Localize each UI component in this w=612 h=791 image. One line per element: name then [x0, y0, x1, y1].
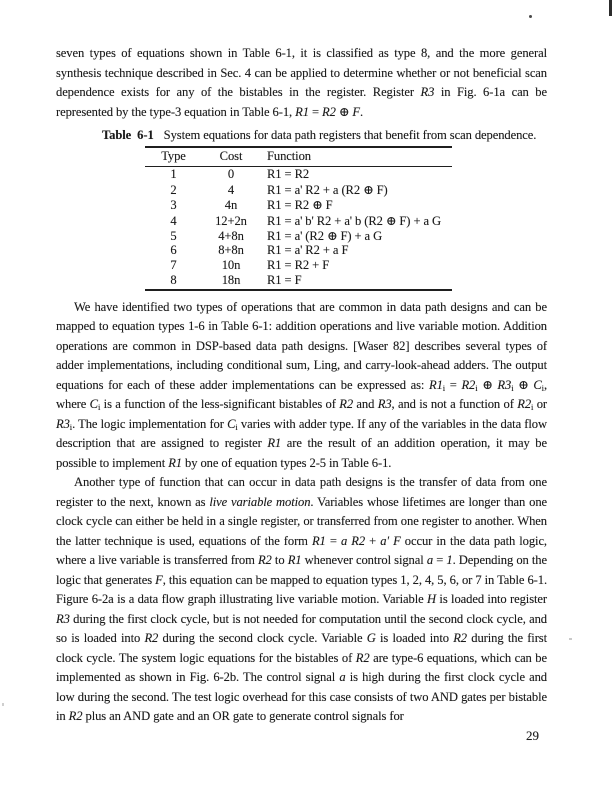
scan-artifact-dot [529, 15, 532, 18]
table-cell-func: R1 = a' (R2 ⊕ F) + a G [267, 228, 383, 243]
table-cell-type: 6 [170, 242, 177, 257]
page-number: 29 [526, 728, 539, 743]
table-cell-func: R1 = a' R2 + a F [267, 242, 349, 257]
table-cell-cost: 12+2n [215, 213, 247, 228]
table-cell-func: R1 = a' R2 + a (R2 ⊕ F) [267, 183, 388, 198]
scan-artifact-speck [2, 703, 4, 706]
table-row [145, 258, 452, 273]
table-cell-type: 1 [170, 167, 177, 181]
table-cell-type: 7 [170, 258, 177, 273]
column-header-type: Type [161, 149, 186, 163]
table-body [145, 167, 452, 289]
table-row [145, 167, 452, 182]
table-row [145, 228, 452, 243]
text-column [56, 44, 547, 727]
table-row [145, 273, 452, 288]
table-cell-func: R1 = R2 + F [267, 258, 330, 273]
table-cell-func: R1 = F [267, 273, 302, 288]
paragraph-adder-operations: We have identified two types of operations that are common in data path designs and can be mapped to equation types 1-6 in Table 6-1: addition operations and live variable motion. Addition operations are common in DSP-based data path designs. [Waser 82] describes several types of adder implementations, including conditional sum, Ling, and carry-look-ahead adders. The output equations for each of these adder implementations can be expressed as: $R1_i = R2_i$ ⊕ $R3_i$ ⊕ $C_i$, where $C_i$ is a function of the less-significant bistables of R2 and R3, and is not a function of $R2_i$ or $R3_i$. The logic implementation for $C_i$ varies with adder type. If any of the variables in the data flow description that are assigned to register R1 are the result of an addition operation, it may be possible to implement R1 by one of equation types 2-5 in Table 6-1. [56, 299, 548, 470]
table-cell-type: 5 [170, 228, 177, 243]
table-caption-label: Table 6-1 [102, 128, 154, 142]
table-caption [56, 128, 547, 143]
table-cell-cost: 0 [227, 167, 235, 181]
table-cell-func: R1 = a' b' R2 + a' b (R2 ⊕ F) + a G [267, 213, 442, 228]
table-cell-cost: 4 [227, 183, 235, 198]
table-cell-type: 3 [170, 198, 177, 213]
table-cell-cost: 18n [221, 273, 241, 288]
paragraph-live-variable-motion: Another type of function that can occur in data path designs is the transfer of data from one register to the next, known as live variable motion. Variables whose lifetimes are longer than one clock cycle can either be held in a single register, or transferred from one register to another. When the latter technique is used, equations of the form R1 = a R2 + a' F occur in the data path logic, where a live variable is transferred from R2 to R1 whenever control signal a = 1. Depending on the logic that generates F, this equation can be mapped to equation types 1, 2, 4, 5, 6, or 7 in Table 6-1. Figure 6-2a is a data flow graph illustrating live variable motion. Variable H is loaded into register R3 during the first clock cycle, but is not needed for computation until the second clock cycle, and so is loaded into R2 during the second clock cycle. Variable G is loaded into R2 during the first clock cycle. The system logic equations for the bistables of R2 are type-6 equations, which can be implemented as shown in Fig. 6-2b. The control signal a is high during the first clock cycle and low during the second. The test logic overhead for this case consists of two AND gates per bistable in R2 plus an AND gate and an OR gate to generate control signals for [56, 475, 548, 723]
table-header-row [145, 148, 452, 167]
table-cell-cost: 8+8n [218, 242, 244, 257]
table-6-1-block [56, 128, 547, 291]
table-row [145, 213, 452, 228]
table-cell-func: R1 = R2 [267, 167, 310, 181]
column-header-function: Function [267, 149, 311, 163]
table-caption-text: System equations for data path registers that benefit from scan dependence. [163, 128, 537, 142]
table-cell-type: 4 [170, 213, 177, 228]
system-equations-table [145, 146, 452, 291]
table-cell-type: 8 [170, 273, 177, 288]
table-cell-cost: 4n [224, 198, 238, 213]
column-header-cost: Cost [219, 149, 243, 163]
scan-artifact-speck [569, 638, 572, 640]
table-cell-func: R1 = R2 ⊕ F [267, 198, 333, 213]
paragraph-scan-dependence: seven types of equations shown in Table 6-1, it is classified as type 8, and the more general synthesis technique described in Sec. 4 can be applied to determine whether or not beneficial scan dependence exists for any of the bistables in the register. Register R3 in Fig. 6-1a can be represented by the type-3 equation in Table 6-1, R1 = R2 ⊕ F. [56, 46, 547, 119]
table-row [145, 197, 452, 212]
table-cell-type: 2 [170, 183, 177, 198]
table-cell-cost: 4+8n [218, 228, 244, 243]
table-cell-cost: 10n [221, 258, 241, 273]
table-row [145, 182, 452, 197]
table-row [145, 243, 452, 258]
